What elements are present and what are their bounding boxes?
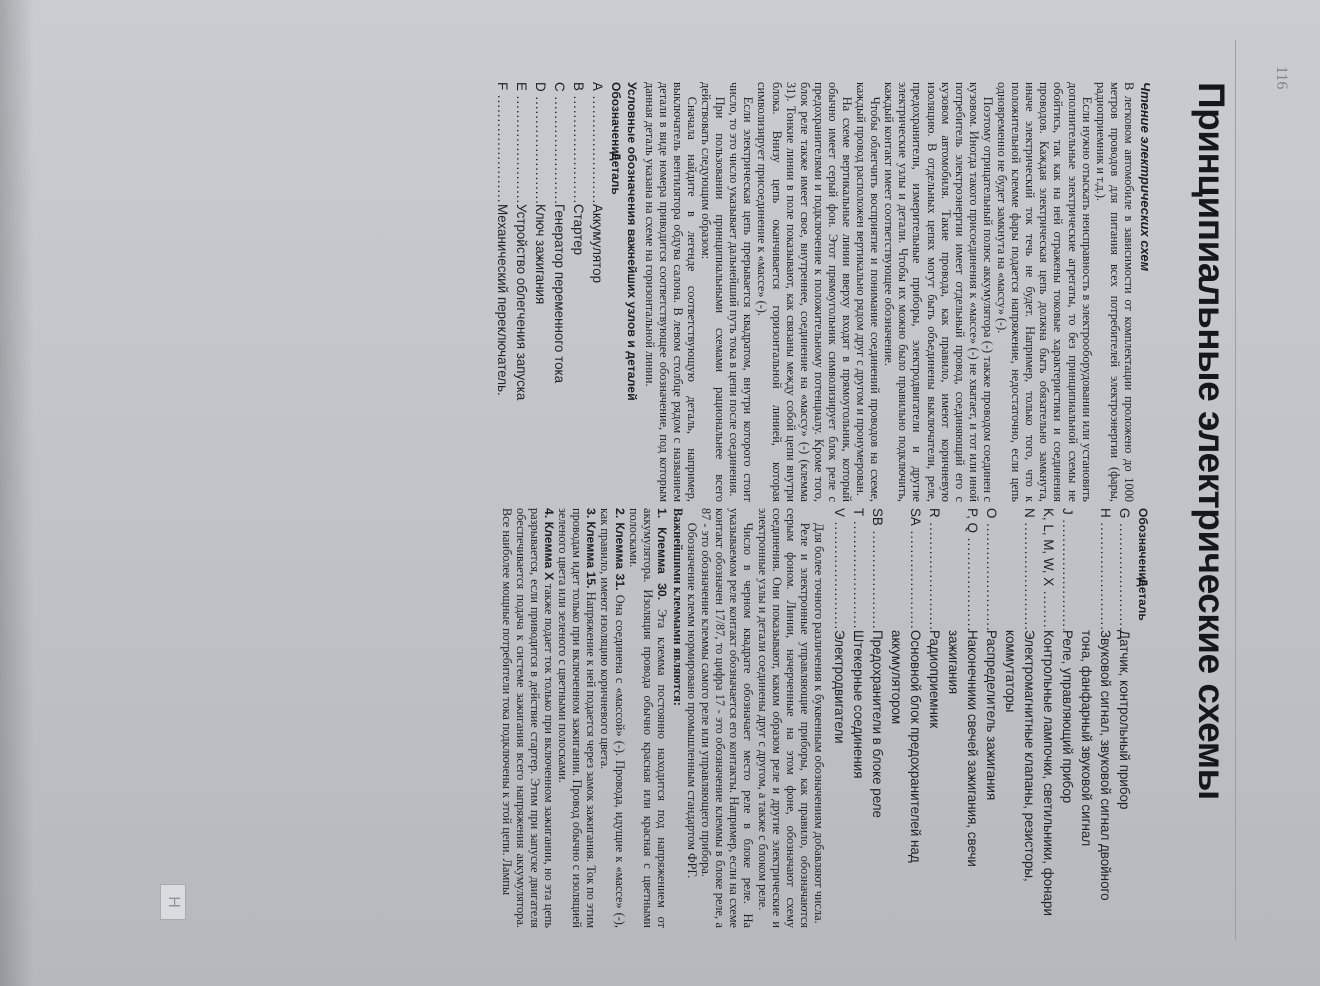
item-text: также подает ток только при включенном зажигании, но эта цепь разрывается, если приводится в действие стартер. Этим при запуске двигателя обеспечивается подача к системе зажигания всего напряжения аккумулятора. Все наиболее мощные потребители тока подключены к этой цепи. Лампы bbox=[499, 508, 557, 928]
list-item bbox=[500, 508, 556, 928]
row-code: P, Q ..... bbox=[944, 508, 982, 630]
paragraph: В легковом автомобиле в зависимости от комплектации проложено до 1000 метров проводов для питания всех потребителей электроэнергии (фары, радиоприемник и т.д.). bbox=[1093, 82, 1136, 502]
row-desc: Электродвигатели bbox=[831, 630, 847, 744]
row-desc: Контрольные лампочки, светильники, фонари bbox=[1040, 630, 1056, 916]
paragraph: Сначала найдите в легенде соответствующую деталь, например, выключатель вентилятора обдува салона. В левом столбце рядом с названием детали в виде номера приводится соответствующее обозначение, под которым данная деталь указана на схеме на горизонтальной линии. bbox=[642, 82, 699, 502]
row-code: T ..... bbox=[849, 508, 868, 630]
paragraph: На схеме вертикальные линии вверху входят в прямоугольник, который обычно имеет серый фон. Этот прямоугольник символизирует блок реле с предохранителями и подключение к положительному потенциалу. Кроме того, блок реле также имеет свое, внутреннее, соединение на «массу» (-) (клемма 31). Тонкие линии в поле показывают, как связаны между собой цепи внутри блока. Внизу цепь оканчивается горизонтальной линией, которая символизирует присоединение к «массе» (-). bbox=[755, 82, 855, 502]
table-header bbox=[1136, 508, 1150, 928]
page-header bbox=[1235, 40, 1296, 940]
paragraph: Если нужно отыскать неисправность в электрооборудовании или установить дополнительные электрические агрегаты, то без принципиальной схемы не обойтись, так как на ней отражены токовые характеристики и соединения проводов. Каждая электрическая цепь должна быть обязательно замкнута, иначе электрический ток течь не будет. Например, только того, что к положительной клемме фары подается напряжение, недостаточно, если цепь одновременно не будет замкнута на «массу» (-). bbox=[995, 82, 1094, 502]
table-row bbox=[982, 508, 1001, 928]
row-code: D ..... bbox=[531, 82, 550, 204]
paragraph: Поэтому отрицательный полюс аккумулятора (-) также проводом соединен с кузовом. Иногда такого присоединения к «массе» (-) не хватает, и тот или иной потребитель электроэнергии имеет отдельный провод, соединяющий его с кузовом автомобиля. Такие провода, как правило, имеют коричневую изоляцию. В отдельных цепях могут быть объединены выключатели, реле, предохранители, измерительные приборы, электродвигатели и другие электрические узлы и детали. Чтобы их можно было правильно подключить, каждый контакт имеет соответствующее обозначение. bbox=[882, 82, 995, 502]
table-row bbox=[887, 508, 925, 928]
table-row bbox=[868, 508, 887, 928]
row-code: R ..... bbox=[925, 508, 944, 630]
page-title: Принципиальные электрические схемы bbox=[1191, 82, 1232, 800]
row-desc: Звуковой сигнал, звуковой сигнал двойного тона, фанфарный звуковой сигнал bbox=[1078, 630, 1113, 901]
right-column bbox=[500, 508, 1152, 928]
table-row bbox=[512, 82, 531, 502]
header-code: Обозначение bbox=[1136, 508, 1150, 587]
table-row bbox=[1115, 508, 1134, 928]
row-desc: Радиоприемник bbox=[926, 630, 942, 729]
row-code: O ..... bbox=[982, 508, 1001, 630]
table-row bbox=[1058, 508, 1077, 928]
row-desc: Аккумулятор bbox=[589, 204, 605, 284]
terminals-lead-text: Важнейшими клеммами являются: bbox=[670, 508, 685, 707]
row-desc: Устройство облегчения запуска bbox=[513, 204, 529, 401]
header-desc: Деталь bbox=[1136, 578, 1150, 621]
item-title: Клемма 15. bbox=[584, 521, 599, 589]
header-code: Обозначение bbox=[608, 82, 623, 161]
row-desc: Реле, управляющий прибор bbox=[1059, 630, 1075, 804]
table-row bbox=[531, 82, 550, 502]
row-desc: Наконечники свечей зажигания, свечи зажигания bbox=[945, 630, 980, 867]
row-desc: Датчик, контрольный прибор bbox=[1116, 630, 1132, 810]
item-title: Клемма 30. bbox=[654, 527, 669, 601]
table-row bbox=[849, 508, 868, 928]
row-desc: Стартер bbox=[570, 204, 586, 256]
row-desc: Предохранители в блоке реле bbox=[869, 630, 885, 818]
row-desc: Генератор переменного тока bbox=[551, 204, 567, 384]
row-code: V ..... bbox=[830, 508, 849, 630]
table-row bbox=[1001, 508, 1039, 928]
table-row bbox=[588, 82, 607, 502]
item-number: 3. bbox=[584, 508, 599, 519]
terminals-lead bbox=[671, 508, 685, 928]
row-code: H ..... bbox=[1077, 508, 1115, 630]
list-item bbox=[627, 508, 669, 928]
row-code: N ..... bbox=[1001, 508, 1039, 630]
table-row bbox=[1077, 508, 1115, 928]
table-row bbox=[550, 82, 569, 502]
left-column bbox=[489, 82, 1152, 502]
row-desc: Ключ зажигания bbox=[532, 204, 548, 305]
table-row bbox=[944, 508, 982, 928]
table-header bbox=[609, 82, 623, 502]
paragraph: Обозначение клемм нормировано промышленным стандартом ФРГ. bbox=[685, 522, 700, 879]
row-desc: Распределитель зажигания bbox=[983, 630, 999, 801]
row-code: F ..... bbox=[493, 82, 512, 204]
item-text: Она соединена с «массой» (-). Провода, идущие к «массе» (-), как правило, имеют изоляцию коричневого цвета. bbox=[598, 508, 627, 928]
paragraph: При пользовании принципиальными схемами рациональнее всего действовать следующим образом: bbox=[699, 82, 728, 502]
row-code: J ..... bbox=[1058, 508, 1077, 630]
section-title: Чтение электрических схем bbox=[1138, 82, 1153, 272]
legend-table bbox=[493, 82, 623, 502]
paragraph: Чтобы облегчить восприятие и понимание соединений проводов на схеме, каждый провод расположен вертикально рядом друг с другом и пронумерован. bbox=[854, 82, 883, 502]
row-desc: Штекерные соединения bbox=[850, 630, 866, 779]
paragraph: Реле и электронные управляющие приборы, как правило, обозначаются серым фоном. Линии, начерченные на этом фоне, обозначают схему соединения. Они показывают, каким образом реле и другие электрические и электронные узлы и детали соединены друг с другом, а также с блоком реле. bbox=[755, 508, 812, 928]
table-row bbox=[925, 508, 944, 928]
section-tab: H bbox=[160, 884, 186, 920]
row-desc: Электромагнитные клапаны, резисторы, коммутаторы bbox=[1002, 630, 1037, 882]
paragraph: Число в черном квадрате обозначает место реле в блоке реле. На указываемом реле контакт обозначается его контакты. Например, если на схеме контакт обозначен 17/87, то цифра 17 - это обозначение клеммы в блоке реле, а 87 - это обозначение клеммы самого реле или управляющего прибора. bbox=[699, 508, 756, 928]
item-text: Напряжение к ней подается через замок зажигания. Ток по этим проводам идет только при включенном зажигании. Провод обычно с изоляцией зеленого цвета или зеленого с цветными полосками. bbox=[556, 508, 599, 928]
table-row bbox=[1039, 508, 1058, 928]
table-row bbox=[569, 82, 588, 502]
row-code: K, L, M, W, X ..... bbox=[1039, 508, 1058, 630]
item-title: Клемма X bbox=[542, 521, 557, 581]
page-number: 116 bbox=[1273, 66, 1290, 90]
list-item bbox=[598, 508, 626, 928]
terminals-list bbox=[500, 508, 669, 928]
paragraph: Для более точного различения к буквенным обозначениям добавляют числа. bbox=[811, 522, 826, 924]
row-code: A ..... bbox=[588, 82, 607, 204]
item-text: Эта клемма постоянно находится под напряжением от аккумулятора. Изоляция провода обычно красная или красная с цветными полосками. bbox=[626, 508, 669, 929]
row-desc: Механический переключатель. bbox=[494, 204, 510, 396]
row-code: G ..... bbox=[1115, 508, 1134, 630]
item-title: Клемма 31. bbox=[612, 522, 627, 591]
table-row bbox=[830, 508, 849, 928]
item-number: 2. bbox=[612, 508, 627, 519]
item-number: 1. bbox=[654, 508, 669, 519]
row-desc: Основной блок предохранителей над аккумулятором bbox=[888, 630, 923, 863]
row-code: B ..... bbox=[569, 82, 588, 204]
item-number: 4. bbox=[542, 508, 557, 519]
header-desc: Деталь bbox=[608, 152, 623, 195]
row-code: SB ..... bbox=[868, 508, 887, 630]
row-code: C ..... bbox=[550, 82, 569, 204]
legend-table bbox=[830, 508, 1150, 928]
row-code: SA ..... bbox=[887, 508, 925, 630]
subsection-title: Условные обозначения важнейших узлов и деталей bbox=[624, 82, 639, 401]
list-item bbox=[556, 508, 598, 928]
paragraph: Если электрическая цепь прерывается квадратом, внутри которого стоит число, то это число указывает дальнейший путь тока в цепи после соединения. bbox=[727, 82, 756, 502]
table-row bbox=[493, 82, 512, 502]
row-code: E ..... bbox=[512, 82, 531, 204]
